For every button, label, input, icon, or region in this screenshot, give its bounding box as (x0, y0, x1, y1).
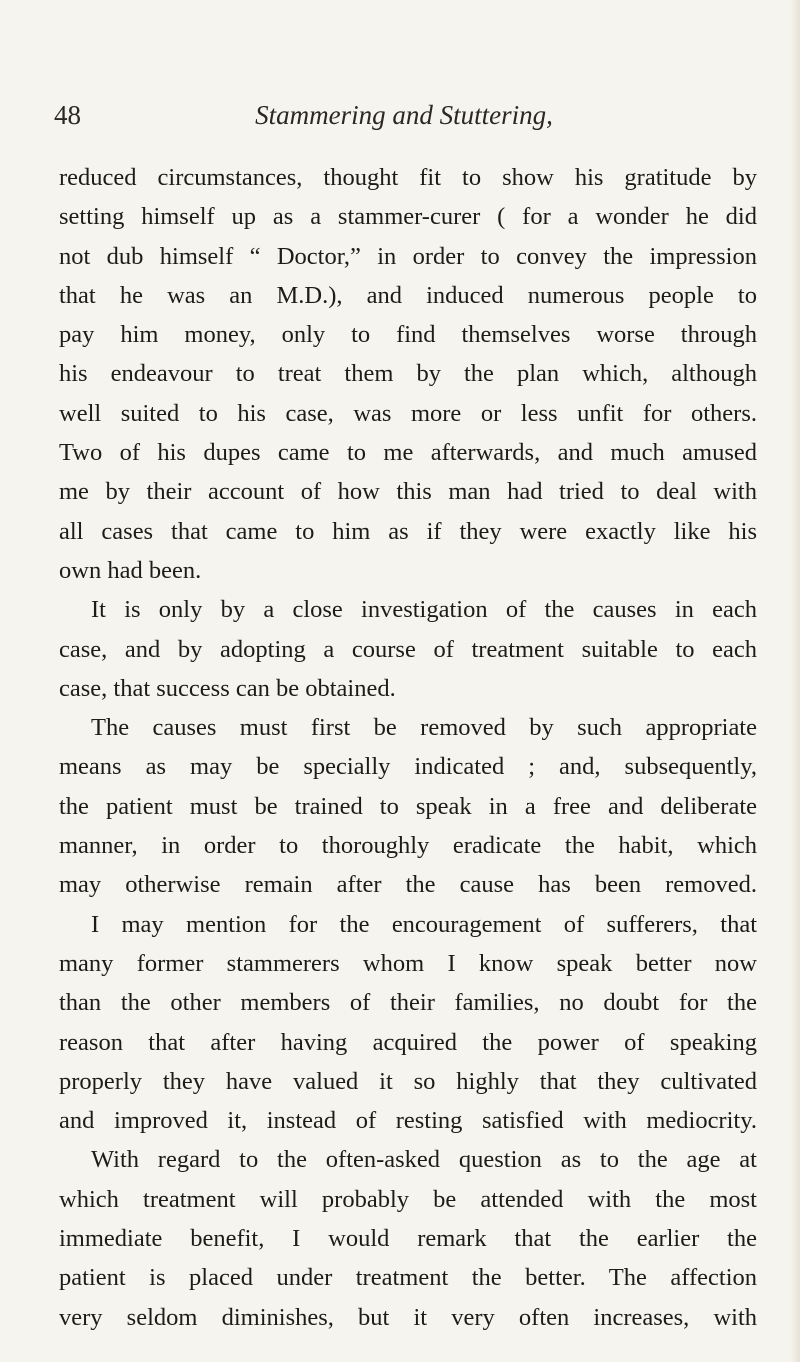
running-title: Stammering and Stuttering, (255, 100, 553, 130)
text-line: immediate benefit, I would remark that the earlier the (59, 1225, 757, 1253)
text-line: than the other members of their families, no doubt for the (59, 989, 757, 1017)
text-line: well suited to his case, was more or less unfit for others. (59, 399, 757, 427)
paragraph-end-line: case, that success can be obtained. (59, 674, 396, 702)
page-edge (790, 0, 800, 1362)
text-line: setting himself up as a stammer-curer ( for a wonder he did (59, 203, 757, 231)
text-line: his endeavour to treat them by the plan which, although (59, 360, 757, 388)
paragraph-start-line: The causes must first be removed by such appropriate (91, 714, 757, 742)
page-header (54, 95, 754, 139)
text-line: manner, in order to thoroughly eradicate the habit, which (59, 832, 757, 860)
text-line: not dub himself “ Doctor,” in order to convey the impression (59, 242, 757, 270)
text-line: many former stammerers whom I know speak better now (59, 949, 757, 977)
text-line: and improved it, instead of resting satisfied with mediocrity. (59, 1107, 757, 1135)
text-line: me by their account of how this man had tried to deal with (59, 478, 757, 506)
text-line: patient is placed under treatment the better. The affection (59, 1264, 757, 1292)
text-line: reduced circumstances, thought fit to show his gratitude by (59, 164, 757, 191)
text-line: properly they have valued it so highly that they cultivated (59, 1067, 757, 1095)
paragraph-start-line: With regard to the often-asked question as to the age at (91, 1146, 757, 1174)
paragraph-start-line: It is only by a close investigation of the causes in each (91, 596, 757, 624)
text-line: that he was an M.D.), and induced numerous people to (59, 281, 757, 309)
paragraph-end-line: own had been. (59, 556, 202, 584)
text-line: means as may be specially indicated ; and, subsequently, (59, 753, 757, 781)
page-number: 48 (54, 100, 81, 130)
text-line: reason that after having acquired the power of speaking (59, 1028, 757, 1056)
text-line: Two of his dupes came to me afterwards, and much amused (59, 439, 757, 467)
paragraph-start-line: I may mention for the encouragement of sufferers, that (91, 910, 757, 938)
text-line: case, and by adopting a course of treatment suitable to each (59, 635, 757, 663)
text-line: very seldom diminishes, but it very often increases, with (59, 1303, 757, 1331)
body-text (59, 158, 757, 1337)
text-line: may otherwise remain after the cause has been removed. (59, 871, 757, 899)
text-line: which treatment will probably be attended with the most (59, 1185, 757, 1213)
text-line: the patient must be trained to speak in a free and deliberate (59, 792, 757, 820)
text-line: all cases that came to him as if they were exactly like his (59, 517, 757, 545)
text-line: pay him money, only to find themselves worse through (59, 321, 757, 349)
